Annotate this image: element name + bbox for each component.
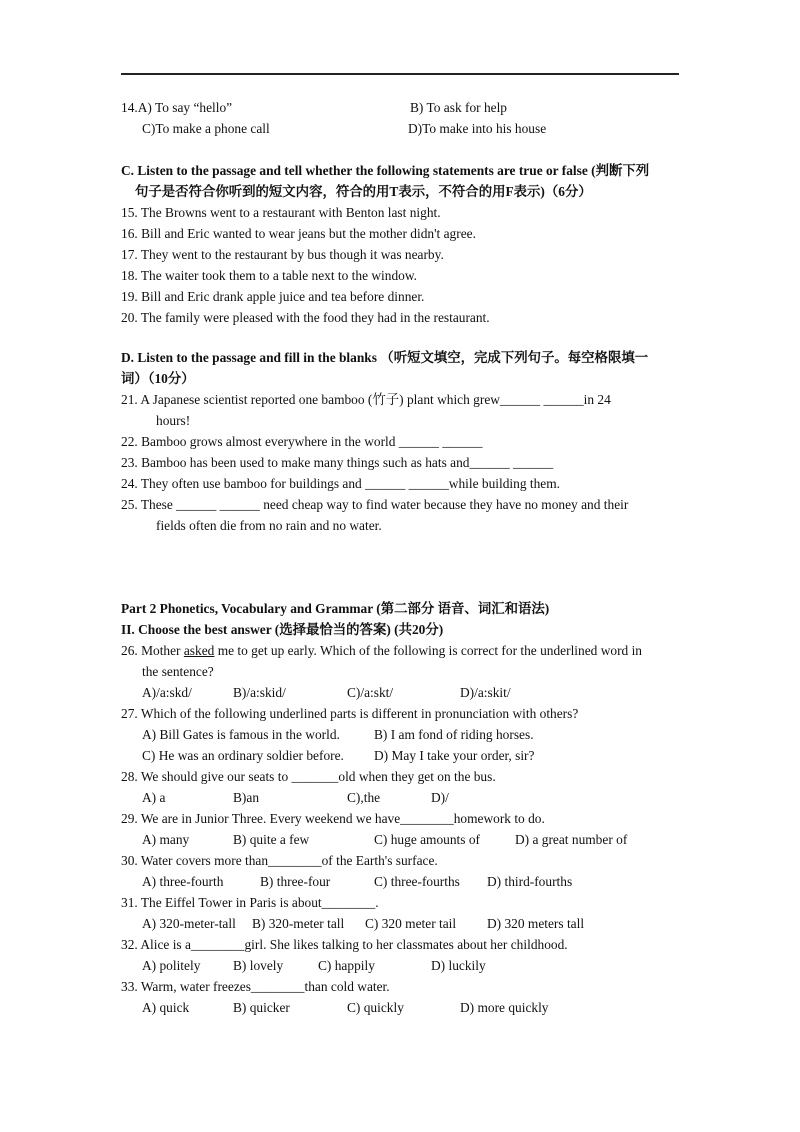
q32-option-c: C) happily: [318, 958, 375, 973]
q14-option-a: 14.A) To say “hello”: [121, 100, 233, 115]
blank-21-cont: hours!: [156, 413, 191, 428]
q30-option-d: D) third-fourths: [487, 874, 573, 889]
statement-16: 16. Bill and Eric wanted to wear jeans but the mother didn't agree.: [121, 226, 476, 241]
q14-option-b: B) To ask for help: [410, 100, 507, 115]
q33-stem: 33. Warm, water freezes________than cold water.: [121, 979, 390, 994]
q29-stem: 29. We are in Junior Three. Every weekend we have________homework to do.: [121, 811, 545, 826]
blank-21: 21. A Japanese scientist reported one bamboo (竹子) plant which grew______ ______in 24: [121, 392, 611, 407]
q27-option-b: B) I am fond of riding horses.: [374, 727, 534, 742]
q26-stem-pre: 26. Mother: [121, 643, 184, 658]
statement-15: 15. The Browns went to a restaurant with Benton last night.: [121, 205, 441, 220]
q14-option-c: C)To make a phone call: [142, 121, 270, 136]
q26-stem-post: me to get up early. Which of the following is correct for the underlined word in: [214, 643, 642, 658]
q28-option-b: B)an: [233, 790, 260, 805]
blank-25: 25. These ______ ______ need cheap way to find water because they have no money and their: [121, 497, 629, 512]
q32-option-a: A) politely: [142, 958, 201, 973]
q33-option-d: D) more quickly: [460, 1000, 549, 1015]
q26-option-c: C)/a:skt/: [347, 685, 394, 700]
q29-option-c: C) huge amounts of: [374, 832, 480, 847]
section-c-heading: C. Listen to the passage and tell whether the following statements are true or false (判断下列: [121, 163, 650, 178]
q30-stem: 30. Water covers more than________of the Earth's surface.: [121, 853, 438, 868]
statement-18: 18. The waiter took them to a table next to the window.: [121, 268, 418, 283]
q29-option-b: B) quite a few: [233, 832, 310, 847]
q27-option-c: C) He was an ordinary soldier before.: [142, 748, 344, 763]
statement-19: 19. Bill and Eric drank apple juice and tea before dinner.: [121, 289, 425, 304]
q33-option-c: C) quickly: [347, 1000, 404, 1015]
blank-23: 23. Bamboo has been used to make many things such as hats and______ ______: [121, 455, 554, 470]
q31-option-c: C) 320 meter tail: [365, 916, 457, 931]
q26-stem-cont: the sentence?: [142, 664, 214, 679]
q30-option-b: B) three-four: [260, 874, 331, 889]
q27-stem: 27. Which of the following underlined parts is different in pronunciation with others?: [121, 706, 579, 721]
q32-option-b: B) lovely: [233, 958, 284, 973]
blank-25-cont: fields often die from no rain and no water.: [156, 518, 382, 533]
top-rule: [121, 73, 679, 75]
statement-17: 17. They went to the restaurant by bus though it was nearby.: [121, 247, 444, 262]
section-d-heading-cont: 词）（10分）: [121, 371, 195, 386]
section-c-heading-cont: 句子是否符合你听到的短文内容，符合的用T表示，不符合的用F表示)（6分）: [135, 184, 592, 199]
q32-stem: 32. Alice is a________girl. She likes talking to her classmates about her childhood.: [121, 937, 568, 952]
q29-option-d: D) a great number of: [515, 832, 628, 847]
statement-20: 20. The family were pleased with the food they had in the restaurant.: [121, 310, 490, 325]
q33-option-b: B) quicker: [233, 1000, 290, 1015]
q26-stem: [121, 640, 642, 661]
q27-option-d: D) May I take your order, sir?: [374, 748, 535, 763]
q31-option-d: D) 320 meters tall: [487, 916, 585, 931]
q28-option-c: C),the: [347, 790, 381, 805]
q29-option-a: A) many: [142, 832, 190, 847]
q28-stem: 28. We should give our seats to _______old when they get on the bus.: [121, 769, 496, 784]
q30-option-a: A) three-fourth: [142, 874, 224, 889]
q32-option-d: D) luckily: [431, 958, 486, 973]
q33-option-a: A) quick: [142, 1000, 190, 1015]
section-d-heading: D. Listen to the passage and fill in the blanks （听短文填空，完成下列句子。每空格限填一: [121, 350, 649, 365]
part-2-subtitle: II. Choose the best answer (选择最恰当的答案) (共20分): [121, 622, 444, 637]
q27-option-a: A) Bill Gates is famous in the world.: [142, 727, 340, 742]
q28-option-d: D)/: [431, 790, 449, 805]
q14-option-d: D)To make into his house: [408, 121, 547, 136]
q26-option-b: B)/a:skid/: [233, 685, 286, 700]
part-2-title: Part 2 Phonetics, Vocabulary and Grammar (第二部分 语音、词汇和语法): [121, 601, 550, 616]
q26-option-d: D)/a:skit/: [460, 685, 511, 700]
q31-option-a: A) 320-meter-tall: [142, 916, 236, 931]
q30-option-c: C) three-fourths: [374, 874, 460, 889]
q31-option-b: B) 320-meter tall: [252, 916, 345, 931]
blank-22: 22. Bamboo grows almost everywhere in the world ______ ______: [121, 434, 483, 449]
blank-24: 24. They often use bamboo for buildings and ______ ______while building them.: [121, 476, 560, 491]
q26-underlined-word: asked: [183, 643, 215, 658]
q31-stem: 31. The Eiffel Tower in Paris is about________.: [121, 895, 379, 910]
q26-option-a: A)/a:skd/: [142, 685, 192, 700]
q28-option-a: A) a: [142, 790, 166, 805]
